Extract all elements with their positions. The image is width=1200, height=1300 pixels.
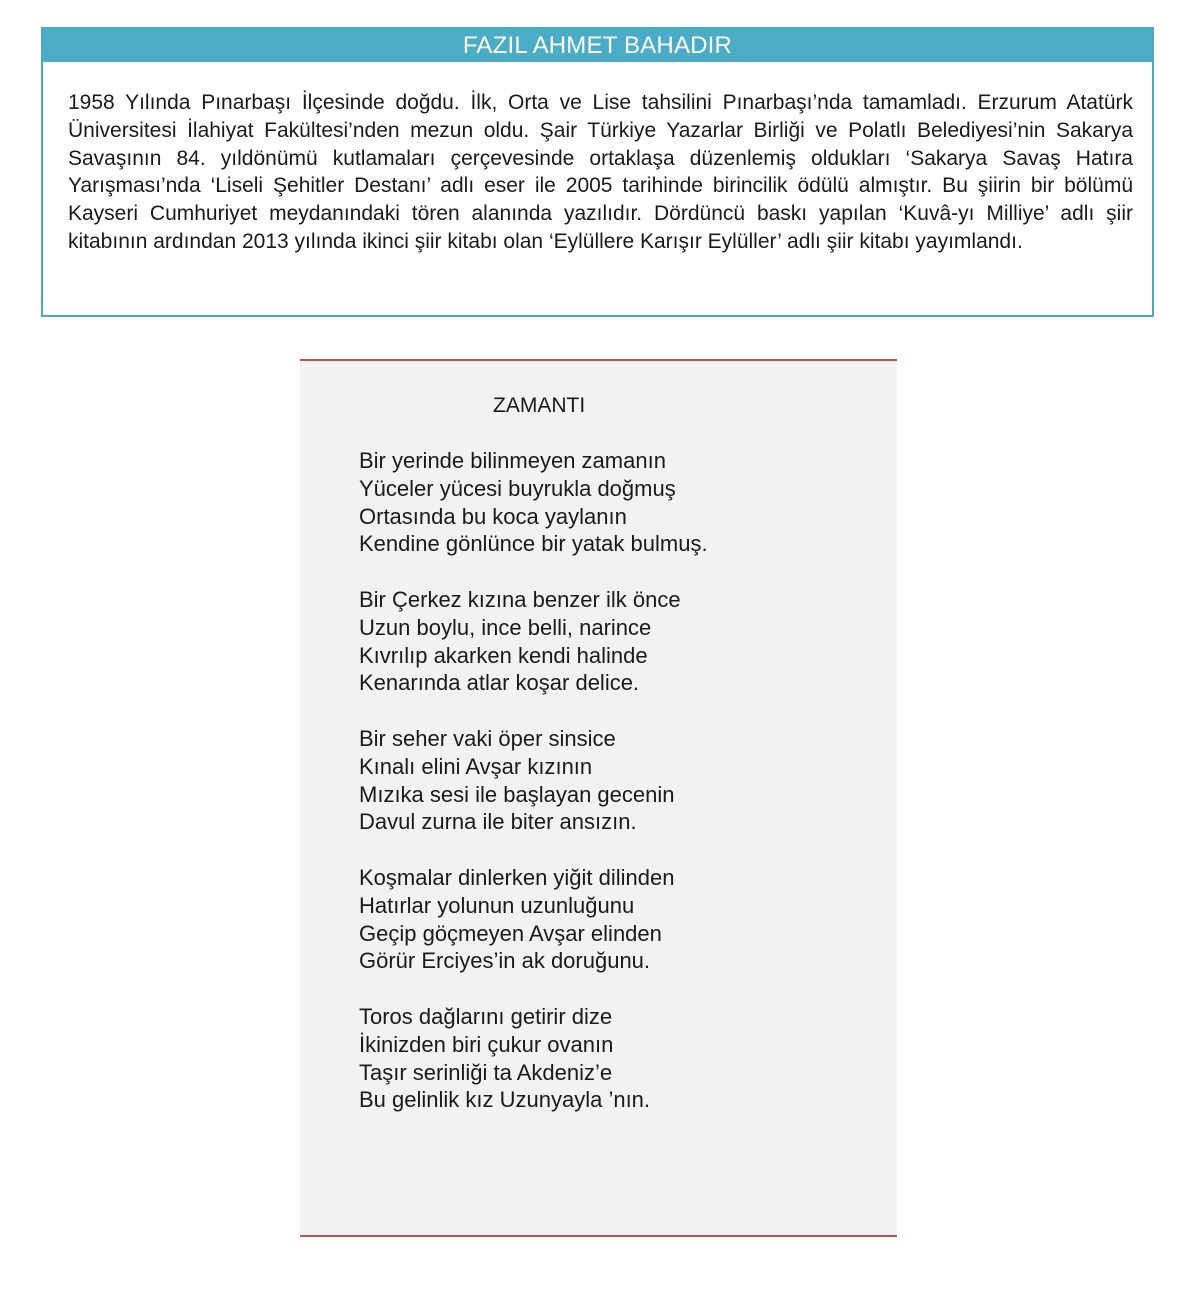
poem-card [300, 359, 897, 1237]
poem-line: Bir yerinde bilinmeyen zamanın [359, 448, 666, 473]
poem-line: Toros dağlarını getirir dize [359, 1003, 613, 1029]
poem-line: Hatırlar yolunun uzunluğunu [359, 892, 635, 918]
poem-stanza-1 [359, 447, 708, 558]
poem-line: Kıvrılıp akarken kendi halinde [359, 642, 648, 668]
poem-stanza-2 [359, 586, 708, 697]
author-name-header: FAZIL AHMET BAHADIR [43, 29, 1152, 62]
poem-line: Mızıka sesi ile başlayan gecenin [359, 781, 675, 807]
poem-body [359, 447, 708, 1142]
poem-line: Kendine gönlünce bir yatak bulmuş. [359, 531, 708, 557]
poem-line: Bir Çerkez kızına benzer ilk önce [359, 586, 681, 612]
poem-stanza-3 [359, 725, 708, 836]
poem-title: ZAMANTI [493, 394, 586, 417]
poem-line: Yüceler yücesi buyrukla doğmuş [359, 475, 676, 501]
poem-line: İkinizden biri çukur ovanın [359, 1031, 614, 1057]
author-bio-box [41, 27, 1154, 317]
poem-line: Kenarında atlar koşar delice. [359, 670, 640, 696]
poem-line: Bir seher vaki öper sinsice [359, 725, 616, 751]
poem-line: Geçip göçmeyen Avşar elinden [359, 920, 662, 946]
poem-line: Uzun boylu, ince belli, narince [359, 614, 652, 640]
poem-line: Taşır serinliği ta Akdeniz’e [359, 1059, 613, 1085]
poem-line: Davul zurna ile biter ansızın. [359, 809, 637, 835]
author-bio-text: 1958 Yılında Pınarbaşı İlçesinde doğdu. İlk, Orta ve Lise tahsilini Pınarbaşı’nda tamamladı. Erzurum Atatürk Üniversitesi İlahiyat Fakültesi’nden mezun oldu. Şair Türkiye Yazarlar Birliği ve Polatlı Belediyesi’nin Sakarya Savaşının 84. yıldönümü kutlamaları çerçevesinde ortaklaşa düzenlemiş oldukları ‘Sakarya Savaş Hatıra Yarışması’nda ‘Liseli Şehitler Destanı’ adlı eser ile 2005 tarihinde birincilik ödülü almıştır. Bu şiirin bir bölümü Kayseri Cumhuriyet meydanındaki tören alanında yazılıdır. Dördüncü baskı yapılan ‘Kuvâ-yı Milliye’ adlı şiir kitabının ardından 2013 yılında ikinci şiir kitabı olan ‘Eylüllere Karışır Eylüller’ adlı şiir kitabı yayımlandı. [68, 91, 1133, 253]
poem-line: Kınalı elini Avşar kızının [359, 753, 593, 779]
poem-line: Ortasında bu koca yaylanın [359, 503, 627, 529]
poem-line: Görür Erciyes’in ak doruğunu. [359, 948, 651, 974]
poem-line: Koşmalar dinlerken yiğit dilinden [359, 864, 675, 890]
poem-stanza-4 [359, 864, 708, 975]
poem-stanza-5 [359, 1003, 708, 1114]
poem-line: Bu gelinlik kız Uzunyayla ’nın. [359, 1087, 651, 1113]
